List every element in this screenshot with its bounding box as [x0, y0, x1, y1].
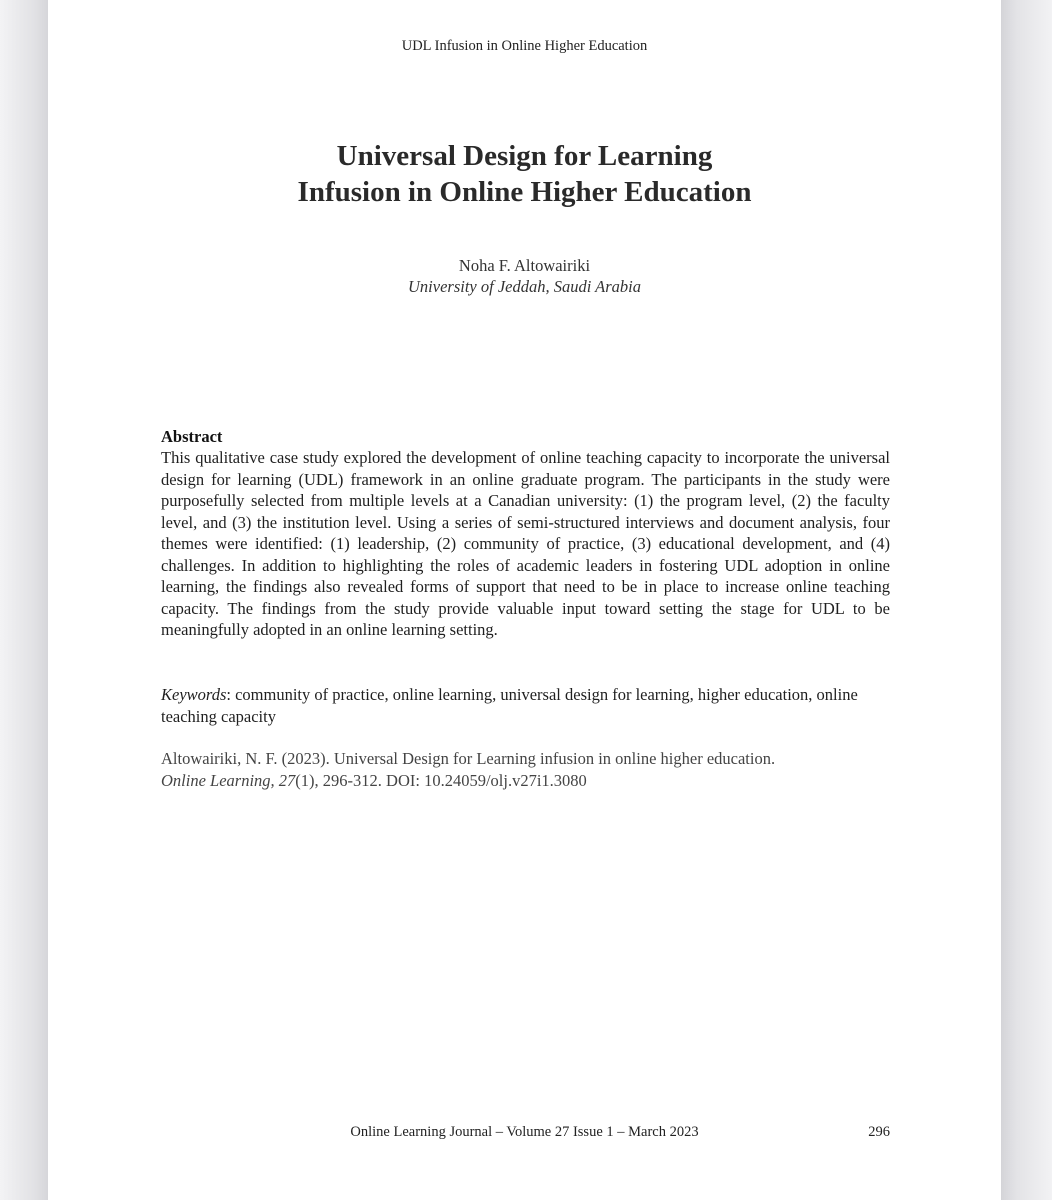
citation-authors-title: Altowairiki, N. F. (2023). Universal Design for Learning infusion in online higher education. [161, 749, 776, 768]
paper-title-line-2: Infusion in Online Higher Education [297, 176, 752, 208]
running-head: UDL Infusion in Online Higher Education [401, 38, 648, 54]
keywords-text: : community of practice, online learning, universal design for learning, higher education, online teaching capacity [161, 685, 858, 726]
keywords-label: Keywords [161, 685, 227, 704]
page-shadow-right [1001, 0, 1052, 1200]
citation-issue-doi: (1), 296-312. DOI: 10.24059/olj.v27i1.3080 [295, 770, 587, 790]
keywords-paragraph [161, 684, 890, 727]
footer-journal-line: Online Learning Journal – Volume 27 Issue 1 – March 2023 [350, 1124, 699, 1140]
abstract-text: This qualitative case study explored the development of online teaching capacity to incorporate the universal design for learning (UDL) framework in an online graduate program. The participants in the study were purposefully selected from multiple levels at a Canadian university: (1) the program level, (2) the faculty level, and (3) the institution level. Using a series of semi-structured interviews and document analysis, four themes were identified: (1) leadership, (2) community of practice, (3) educational development, and (4) challenges. In addition to highlighting the roles of academic leaders in fostering UDL adoption in online learning, the findings also revealed forms of support that need to be in place to increase online teaching capacity. The findings from the study provide valuable input toward setting the stage for UDL to be meaningfully adopted in an online learning setting. [161, 448, 890, 639]
author-affiliation: University of Jeddah, Saudi Arabia [408, 277, 641, 296]
page-number: 296 [868, 1124, 890, 1140]
citation-journal: Online Learning, 27 [161, 770, 296, 790]
document-page [48, 0, 1001, 1200]
paper-title-line-1: Universal Design for Learning [336, 140, 713, 172]
page-shadow-left [0, 0, 48, 1200]
abstract-heading: Abstract [161, 427, 223, 446]
paper-title [48, 138, 1001, 210]
citation-paragraph [161, 748, 890, 791]
author-name: Noha F. Altowairiki [458, 256, 591, 275]
